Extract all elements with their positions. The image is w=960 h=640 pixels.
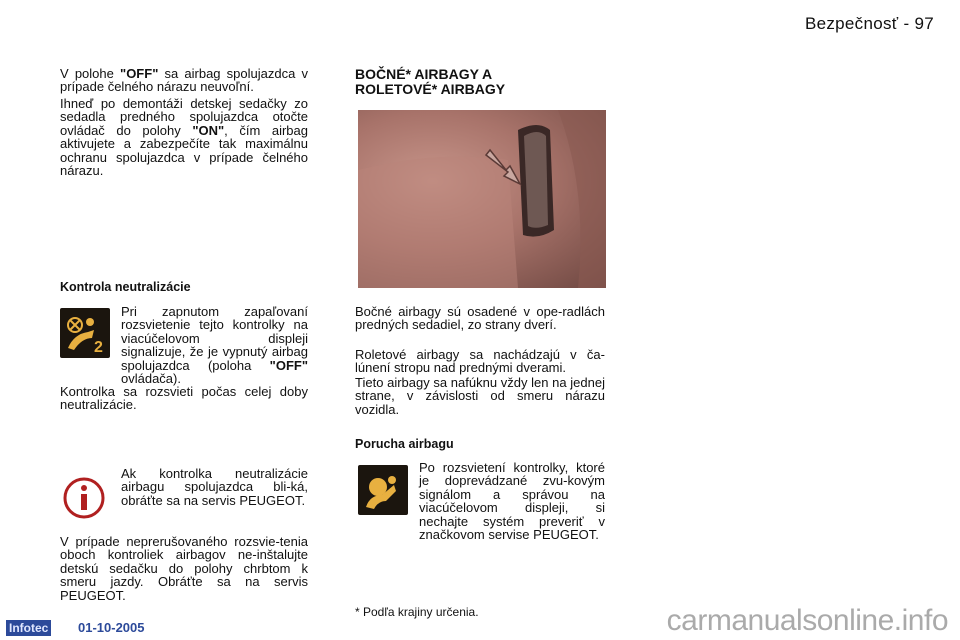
paragraph-blinking: Ak kontrolka neutralizácie airbagu spolujazdca bli-ká, obráťte sa na servis PEUGEOT. — [121, 466, 308, 508]
footer-date: 01-10-2005 — [78, 620, 145, 635]
paragraph-on-position — [60, 97, 308, 177]
off-label: "OFF" — [269, 357, 308, 373]
paragraph-kontrola — [121, 305, 308, 385]
text: sa airbag spolujazdca v prípade čelného nárazu neuvoľní. — [60, 66, 308, 95]
on-label: "ON" — [192, 122, 225, 138]
paragraph-inflation: Tieto airbagy sa nafúknu vždy len na jednej strane, v závislosti od smeru nárazu vozidla. — [355, 375, 605, 417]
heading-line: ROLETOVÉ* AIRBAGY — [355, 81, 506, 97]
porucha-heading: Porucha airbagu — [355, 437, 454, 451]
svg-text:2: 2 — [94, 339, 103, 356]
text: ovládača). — [121, 371, 181, 387]
kontrola-heading: Kontrola neutralizácie — [60, 280, 191, 294]
paragraph-off-position — [60, 67, 308, 94]
paragraph-both-lights: V prípade neprerušovaného rozsvie-tenia oboch kontroliek airbagov ne-inštalujte detskú sedačku do polohy chrbtom k smeru jazdy. Obráťte sa na servis PEUGEOT. — [60, 534, 308, 603]
text: Pri zapnutom zapaľovaní rozsvietenie tejto kontrolky na viacúčelovom displeji signalizuje, že je vypnutý airbag spolujazdca (poloha — [121, 304, 308, 373]
text: Ihneď po demontáži detskej sedačky zo sedadla predného spolujazdca otočte ovládač do polohy — [60, 96, 308, 138]
airbag-fault-icon — [358, 465, 408, 515]
off-label: "OFF" — [120, 66, 159, 81]
watermark: carmanualsonline.info — [666, 604, 948, 637]
paragraph-kontrola-duration: Kontrolka sa rozsvieti počas celej doby neutralizácie. — [60, 384, 308, 413]
footnote: * Podľa krajiny určenia. — [355, 605, 479, 619]
infotec-logo: Infotec — [6, 620, 51, 636]
info-icon — [62, 476, 106, 520]
paragraph-side-airbags: Bočné airbagy sú osadené v ope-radlách predných sedadiel, zo strany dverí. — [355, 304, 605, 333]
paragraph-airbag-fault: Po rozsvietení kontrolky, ktoré je doprevádzané zvu-kovým signálom a správou na viacúčelovom displeji, si nechajte systém preveriť v značkovom servise PEUGEOT. — [419, 460, 605, 543]
passenger-airbag-off-icon — [60, 308, 110, 358]
paragraph-curtain-airbags: Roletové airbagy sa nachádzajú v ča-lúnení stropu nad prednými dverami. — [355, 347, 605, 376]
side-airbag-seat-photo — [358, 110, 606, 288]
heading-line: BOČNÉ* AIRBAGY A — [355, 66, 493, 82]
section-heading — [355, 67, 505, 97]
page-header-title: Bezpečnosť - 97 — [804, 14, 934, 33]
text: V polohe — [60, 66, 121, 81]
text: , čím airbag aktivujete a zabezpečíte tak maximálnu ochranu spolujazdca v prípade čelného nárazu. — [60, 122, 308, 179]
